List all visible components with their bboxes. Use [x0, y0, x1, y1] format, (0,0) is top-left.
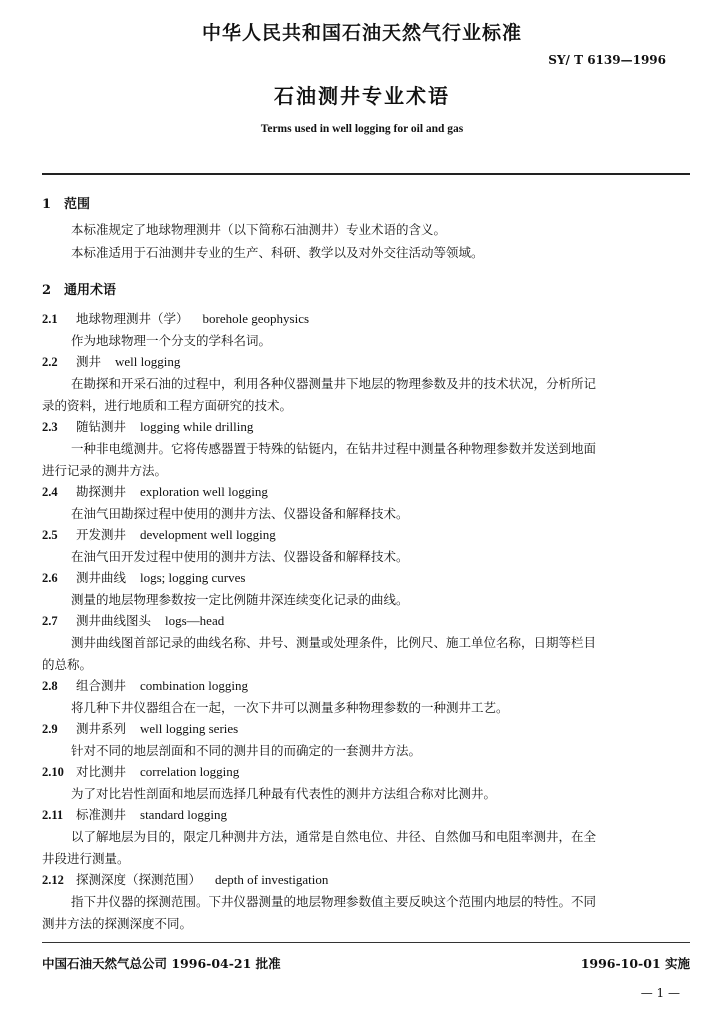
term-chinese: 开发测井 — [76, 527, 127, 542]
term-english: well logging series — [140, 721, 239, 736]
term-number: 2.3 — [42, 420, 58, 434]
term-chinese: 对比测井 — [76, 764, 127, 779]
term-english: standard logging — [140, 807, 228, 822]
term-entry — [42, 805, 227, 823]
term-number: 2.5 — [42, 528, 58, 542]
term-english: logs; logging curves — [140, 570, 246, 585]
section-heading-scope — [42, 193, 90, 212]
term-number: 2.9 — [42, 722, 58, 736]
term-english: exploration well logging — [140, 484, 268, 499]
term-definition-continued: 井段进行测量。 — [42, 851, 130, 866]
term-english: development well logging — [140, 527, 276, 542]
term-number: 2.6 — [42, 571, 58, 585]
term-definition-continued: 测井方法的探测深度不同。 — [42, 916, 193, 931]
term-number: 2.2 — [42, 355, 58, 369]
term-entry — [42, 568, 245, 586]
term-number: 2.1 — [42, 312, 58, 326]
term-number: 2.8 — [42, 679, 58, 693]
term-definition: 指下井仪器的探测范围。下井仪器测量的地层物理参数值主要反映这个范围内地层的特性。不同 — [71, 894, 597, 909]
scope-paragraph: 本标准适用于石油测井专业的生产、科研、教学以及对外交往活动等领域。 — [71, 245, 484, 260]
page-number: — 1 — — [640, 986, 680, 1000]
org-standard-title: 中华人民共和国石油天然气行业标准 — [201, 22, 522, 44]
effective-date: 1996-10-01 实施 — [580, 956, 690, 971]
term-entry — [42, 417, 253, 435]
section-title: 通用术语 — [64, 283, 117, 298]
term-definition: 测井曲线图首部记录的曲线名称、井号、测量或处理条件，比例尺、施工单位名称，日期等栏目 — [71, 635, 597, 650]
term-number: 2.12 — [42, 873, 64, 887]
term-entry — [42, 482, 268, 500]
term-english: combination logging — [140, 678, 248, 693]
term-definition: 以了解地层为目的，限定几种测井方法，通常是自然电位、井径、自然伽马和电阻率测井，在全 — [71, 829, 597, 844]
term-definition-continued: 进行记录的测井方法。 — [42, 463, 168, 478]
term-entry — [42, 352, 180, 370]
term-definition: 一种非电缆测井。它将传感器置于特殊的钻铤内，在钻井过程中测量各种物理参数并发送到地面 — [71, 441, 597, 456]
term-english: borehole geophysics — [202, 311, 310, 326]
term-chinese: 标准测井 — [76, 807, 127, 822]
term-definition: 将几种下井仪器组合在一起，一次下井可以测量多种物理参数的一种测井工艺。 — [71, 700, 509, 715]
section-number: 2 — [42, 283, 52, 298]
term-chinese: 测井 — [76, 354, 102, 369]
term-english: depth of investigation — [215, 872, 329, 887]
scope-paragraph: 本标准规定了地球物理测井（以下简称石油测井）专业术语的含义。 — [71, 222, 447, 237]
term-number: 2.10 — [42, 765, 64, 779]
term-english: well logging — [115, 354, 181, 369]
term-english: logs—head — [165, 613, 225, 628]
term-definition: 在油气田开发过程中使用的测井方法、仪器设备和解释技术。 — [71, 549, 409, 564]
term-chinese: 地球物理测井（学） — [76, 311, 189, 326]
term-chinese: 探测深度（探测范围） — [76, 872, 202, 887]
term-definition-continued: 录的资料，进行地质和工程方面研究的技术。 — [42, 398, 293, 413]
term-chinese: 测井系列 — [76, 721, 127, 736]
term-definition: 测量的地层物理参数按一定比例随井深连续变化记录的曲线。 — [71, 592, 409, 607]
term-definition: 作为地球物理一个分支的学科名词。 — [71, 333, 272, 348]
section-heading-general-terms — [42, 279, 116, 298]
term-english: correlation logging — [140, 764, 240, 779]
term-definition: 为了对比岩性剖面和地层而选择几种最有代表性的测井方法组合称对比测井。 — [71, 786, 497, 801]
term-entry — [42, 719, 238, 737]
standard-code: SY/ T 6139—1996 — [548, 53, 666, 67]
term-entry — [42, 870, 328, 888]
term-chinese: 测井曲线图头 — [76, 613, 152, 628]
term-chinese: 测井曲线 — [76, 570, 127, 585]
term-chinese: 勘探测井 — [76, 484, 127, 499]
footer-divider — [42, 942, 690, 943]
approval-issuer: 中国石油天然气总公司 1996-04-21 批准 — [42, 956, 281, 971]
term-entry — [42, 525, 276, 543]
term-chinese: 随钻测井 — [76, 419, 127, 434]
term-chinese: 组合测井 — [76, 678, 127, 693]
term-number: 2.7 — [42, 614, 58, 628]
term-entry — [42, 611, 224, 629]
document-title: 石油测井专业术语 — [274, 84, 450, 108]
term-english: logging while drilling — [140, 419, 254, 434]
term-entry — [42, 762, 239, 780]
term-entry — [42, 676, 248, 694]
document-subtitle-english: Terms used in well logging for oil and gas — [260, 123, 464, 135]
term-number: 2.4 — [42, 485, 58, 499]
term-definition-continued: 的总称。 — [42, 657, 93, 672]
header-divider — [42, 173, 690, 175]
term-definition: 在油气田勘探过程中使用的测井方法、仪器设备和解释技术。 — [71, 506, 409, 521]
term-definition: 在勘探和开采石油的过程中，利用各种仪器测量井下地层的物理参数及井的技术状况，分析所记 — [71, 376, 597, 391]
term-number: 2.11 — [42, 808, 64, 822]
section-title: 范围 — [64, 197, 91, 212]
term-definition: 针对不同的地层剖面和不同的测井目的而确定的一套测井方法。 — [71, 743, 422, 758]
section-number: 1 — [42, 197, 52, 212]
term-entry — [42, 309, 309, 327]
